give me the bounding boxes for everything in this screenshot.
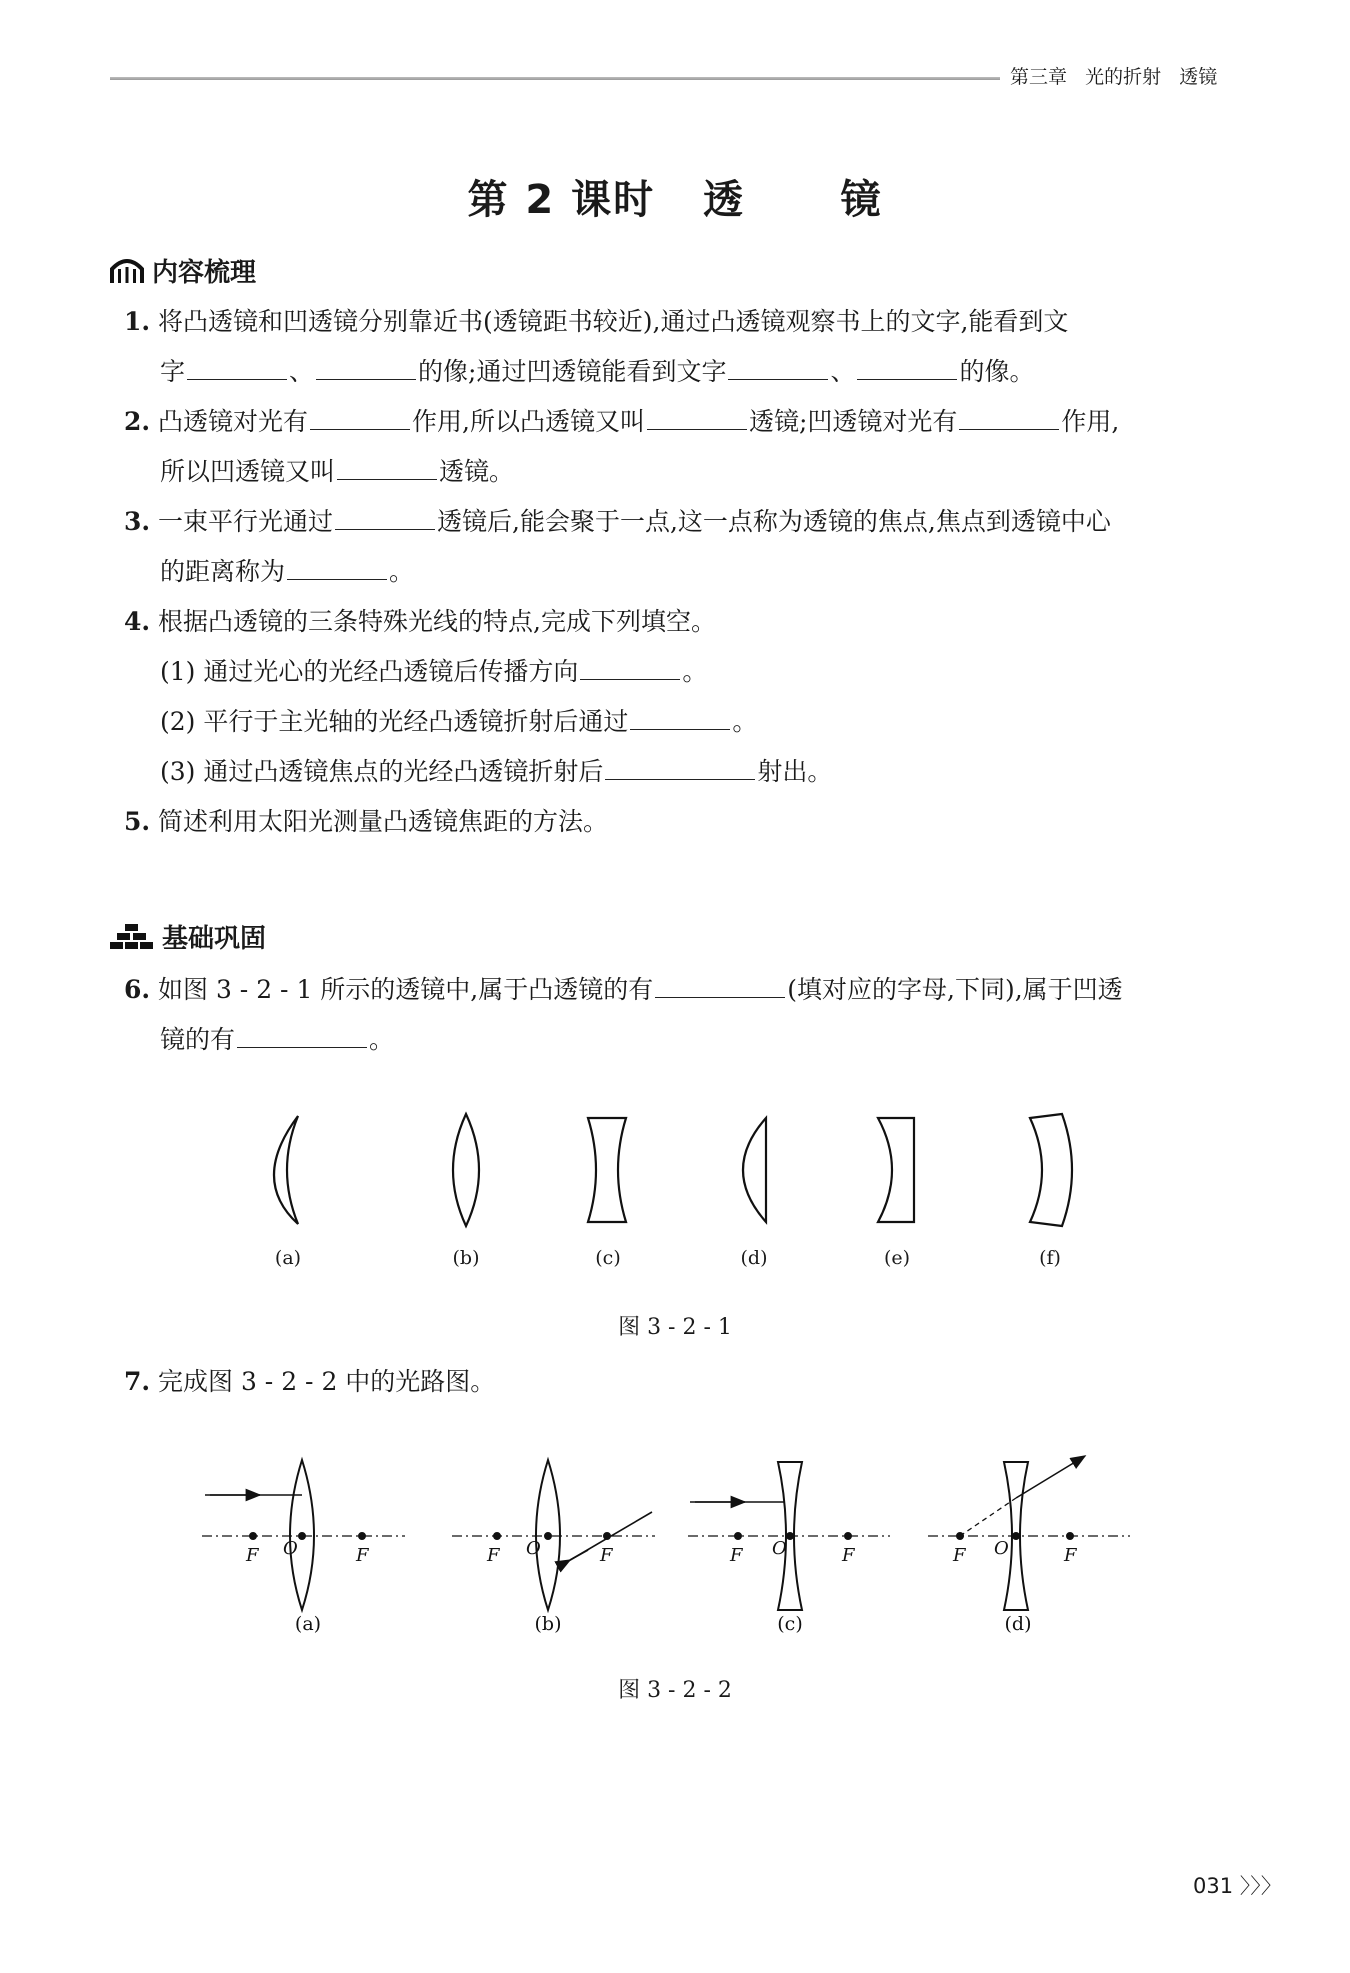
- diagram-b: [452, 1460, 655, 1610]
- lens-label: (e): [883, 1247, 911, 1269]
- focus-label: F: [246, 1545, 259, 1566]
- focus-label: F: [1064, 1545, 1077, 1566]
- lens-b: [453, 1114, 479, 1226]
- question-number: 7.: [124, 1367, 151, 1396]
- diagram-a: [202, 1460, 405, 1610]
- lens-label: (b): [452, 1247, 480, 1269]
- section-content-review: [110, 252, 256, 289]
- blank-field[interactable]: [237, 1017, 367, 1048]
- question-number: 6.: [124, 975, 151, 1004]
- origin-label: O: [772, 1538, 787, 1559]
- question-6: 6. 如图 3 - 2 - 1 所示的透镜中,属于凸透镜的有 (填对应的字母,下同),属于凹透 镜的有 。: [124, 965, 1234, 1065]
- diagram-label: (d): [1004, 1613, 1032, 1635]
- lens-label: (f): [1039, 1247, 1061, 1269]
- focus-label: F: [953, 1545, 966, 1566]
- lens-d: [743, 1118, 766, 1222]
- blank-field[interactable]: [857, 349, 957, 380]
- focus-label: F: [730, 1545, 743, 1566]
- focus-label: F: [600, 1545, 613, 1566]
- diagram-label: (c): [777, 1613, 803, 1635]
- question-number: 2.: [124, 407, 151, 436]
- figure-caption: 图 3 - 2 - 1: [618, 1315, 732, 1340]
- blank-field[interactable]: [335, 499, 435, 530]
- origin-label: O: [994, 1538, 1009, 1559]
- section-basic-consolidation: [110, 918, 266, 955]
- focus-label: F: [487, 1545, 500, 1566]
- blank-field[interactable]: [605, 749, 755, 780]
- blank-field[interactable]: [316, 349, 416, 380]
- question-4-part-2: (2) 平行于主光轴的光经凸透镜折射后通过 。: [160, 697, 757, 747]
- question-1: 1. 将凸透镜和凹透镜分别靠近书(透镜距书较近),通过凸透镜观察书上的文字,能看到文 字 、 的像;通过凹透镜能看到文字 、 的像。: [124, 297, 1234, 397]
- focus-label: F: [356, 1545, 369, 1566]
- blank-field[interactable]: [187, 349, 287, 380]
- question-4-part-1: (1) 通过光心的光经凸透镜后传播方向 。: [160, 647, 707, 697]
- lesson-title: 第 2 课时 透 镜: [467, 177, 883, 223]
- question-number: 1.: [124, 307, 151, 336]
- figure-3-2-2: [0, 1450, 1350, 1640]
- question-number: 4.: [124, 607, 151, 636]
- question-number: 5.: [124, 807, 151, 836]
- diagram-label: (a): [294, 1613, 322, 1635]
- lens-c: [588, 1118, 626, 1222]
- comb-icon: [110, 257, 144, 285]
- question-3: 3. 一束平行光通过 透镜后,能会聚于一点,这一点称为透镜的焦点,焦点到透镜中心 的距离称为 。: [124, 497, 1234, 597]
- lens-e: [878, 1118, 914, 1222]
- diagram-c: [688, 1462, 890, 1610]
- lens-label: (d): [740, 1247, 768, 1269]
- lens-a: [274, 1116, 298, 1224]
- figure-caption: 图 3 - 2 - 2: [618, 1678, 732, 1703]
- lens-label: (c): [595, 1247, 621, 1269]
- lens-label: (a): [274, 1247, 302, 1269]
- section-title: 基础巩固: [162, 924, 267, 954]
- question-number: 3.: [124, 507, 151, 536]
- blank-field[interactable]: [337, 449, 437, 480]
- origin-label: O: [526, 1538, 541, 1559]
- blank-field[interactable]: [287, 549, 387, 580]
- page-number: 031 〉〉〉: [1193, 1874, 1282, 1898]
- question-4: 4. 根据凸透镜的三条特殊光线的特点,完成下列填空。: [124, 597, 1234, 647]
- diagram-label: (b): [534, 1613, 562, 1635]
- origin-label: O: [283, 1538, 298, 1559]
- header-rule: [110, 77, 1000, 80]
- lens-f: [1030, 1114, 1072, 1226]
- blank-field[interactable]: [655, 967, 785, 998]
- diagram-d: [928, 1456, 1130, 1610]
- blank-field[interactable]: [959, 399, 1059, 430]
- blank-field[interactable]: [728, 349, 828, 380]
- question-5: 5. 简述利用太阳光测量凸透镜焦距的方法。: [124, 797, 1234, 847]
- running-header: 第三章 光的折射 透镜: [1010, 66, 1218, 88]
- question-4-part-3: (3) 通过凸透镜焦点的光经凸透镜折射后 射出。: [160, 747, 832, 797]
- section-title: 内容梳理: [152, 258, 257, 288]
- question-7: 7. 完成图 3 - 2 - 2 中的光路图。: [124, 1357, 1234, 1407]
- blank-field[interactable]: [630, 699, 730, 730]
- bricks-icon: [110, 923, 154, 951]
- figure-3-2-1: [0, 1100, 1350, 1290]
- blank-field[interactable]: [647, 399, 747, 430]
- question-2: 2. 凸透镜对光有 作用,所以凸透镜又叫 透镜;凹透镜对光有 作用, 所以凹透镜又叫 透镜。: [124, 397, 1234, 497]
- focus-label: F: [842, 1545, 855, 1566]
- blank-field[interactable]: [310, 399, 410, 430]
- blank-field[interactable]: [580, 649, 680, 680]
